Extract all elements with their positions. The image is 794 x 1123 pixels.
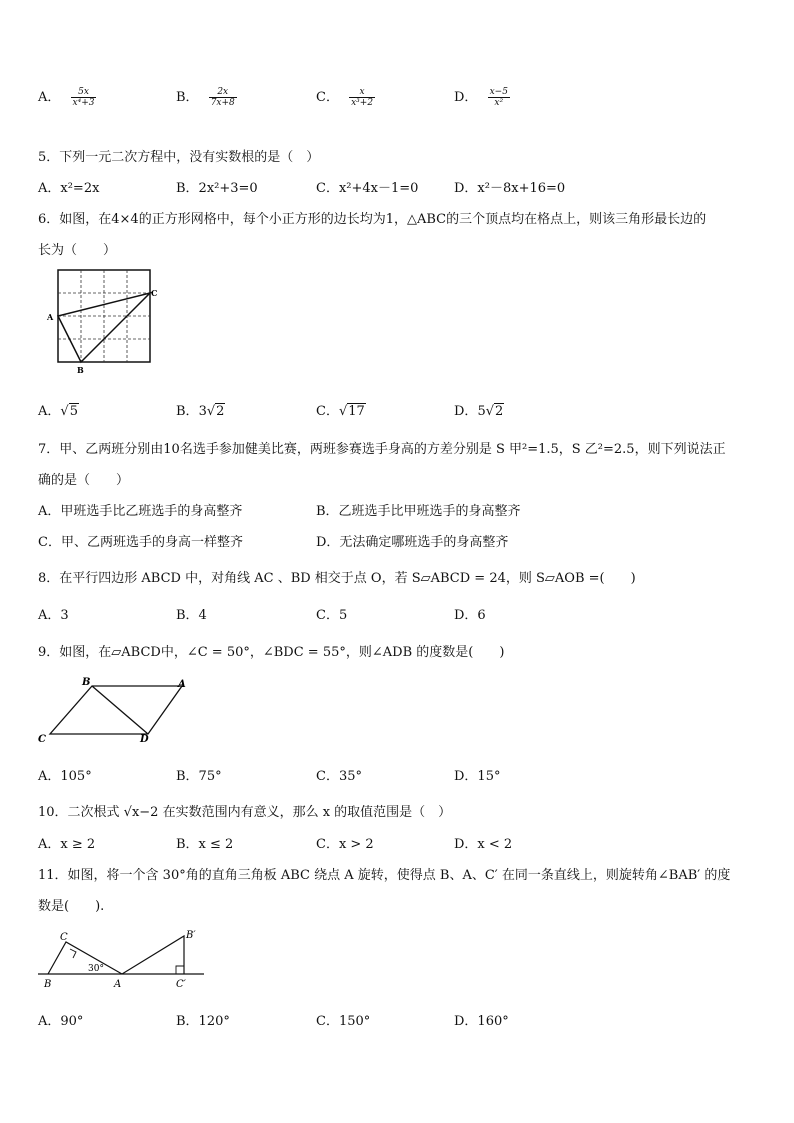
q11-label-c: C [60,932,68,943]
q9-label-d: D [140,734,149,745]
q7-option-d: D．无法确定哪班选手的身高整齐 [316,535,509,550]
q9-label-b: B [82,677,91,688]
q11-triangle-ab-c-prime [122,936,184,974]
q5-option-b: B．2x²+3=0 [176,181,258,196]
q6-stem-line2: 长为（ ） [38,243,117,258]
q6-option-b: B．3√2 [176,404,225,419]
q4-option-c: C． $\frac{x}{\text{x³+2}}$ [316,87,374,108]
q7-option-c: C．甲、乙两班选手的身高一样整齐 [38,535,243,550]
sqrt-icon: √ [485,404,495,419]
q7-option-b: B．乙班选手比甲班选手的身高整齐 [316,504,521,519]
q9-stem: 9．如图，在▱ABCD中，∠C = 50°，∠BDC = 55°，则∠ADB 的度数是( ) [38,645,505,660]
q11-label-angle: 30° [88,964,104,974]
q4-option-d: D． $\frac{x-5}{\text{x²}}$ [454,87,508,108]
q5-option-d: D．x²－8x+16=0 [454,181,566,196]
q5-option-c: C．x²+4x－1=0 [316,181,419,196]
sqrt-icon: √ [206,404,216,419]
q11-option-b: B．120° [176,1014,230,1029]
q11-option-c: C．150° [316,1014,371,1029]
q9-label-a: A [178,679,186,690]
q9-parallelogram-abcd [50,686,182,734]
q6-grid-figure [44,266,156,378]
q6-label-c: C [151,288,158,298]
q6-option-d: D．5√2 [454,404,504,419]
q11-stem-line2: 数是( ). [38,899,105,914]
q6-option-c: C．√17 [316,404,365,419]
q11-stem-line1: 11．如图，将一个含 30°角的直角三角板 ABC 绕点 A 旋转，使得点 B、A、C′ 在同一条直线上，则旋转角∠BAB′ 的度 [38,868,731,883]
q5-option-a: A．x²=2x [38,181,100,196]
q9-label-c: C [38,734,46,745]
q10-option-a: A．x ≥ 2 [38,837,96,852]
q6-grid-lines [58,270,150,362]
q6-option-a: A．√5 [38,404,78,419]
q9-option-b: B．75° [176,769,222,784]
q11-right-angle-c-prime [176,966,184,974]
q11-label-b: B [44,979,52,990]
q11-label-b-prime: B′ [186,930,196,941]
q11-label-a: A [114,979,122,990]
q7-stem-line2: 确的是（ ） [38,473,130,488]
q8-option-c: C．5 [316,608,348,623]
q11-label-c-prime: C′ [176,979,186,990]
q4-option-a: A． $\frac{5x}{\text{x⁴+3}}$ [38,87,95,108]
q9-diagonal-bd [92,686,148,734]
q7-stem-line1: 7．甲、乙两班分别由10名选手参加健美比赛，两班参赛选手身高的方差分别是 S 甲²=1.5，S 乙²=2.5，则下列说法正 [38,442,726,457]
sqrt-icon: √ [338,404,348,419]
q8-option-a: A．3 [38,608,69,623]
q5-stem: 5．下列一元二次方程中，没有实数根的是（ ） [38,150,320,165]
q6-stem-line1: 6．如图，在4×4的正方形网格中，每个小正方形的边长均为1，△ABC的三个顶点均在格点上，则该三角形最长边的 [38,212,707,227]
q6-label-a: A [47,312,54,322]
q8-option-d: D．6 [454,608,486,623]
q10-option-b: B．x ≤ 2 [176,837,234,852]
q11-option-a: A．90° [38,1014,84,1029]
q6-label-b: B [77,365,84,375]
q11-option-d: D．160° [454,1014,509,1029]
q9-option-a: A．105° [38,769,92,784]
q10-option-c: C．x > 2 [316,837,374,852]
q4-option-b: B． $\frac{2x}{7x+8}$ [176,87,235,108]
q8-option-b: B．4 [176,608,207,623]
q11-right-angle-c [70,949,76,958]
q10-stem: 10．二次根式 √x−2 在实数范围内有意义，那么 x 的取值范围是（ ） [38,805,452,820]
sqrt-icon: √ [60,404,69,419]
q7-option-a: A．甲班选手比乙班选手的身高整齐 [38,504,243,519]
q8-stem: 8．在平行四边形 ABCD 中，对角线 AC 、BD 相交于点 O，若 S▱ABCD = 24，则 S▱AOB =( ) [38,571,636,586]
q9-option-d: D．15° [454,769,501,784]
q9-option-c: C．35° [316,769,362,784]
q11-rotation-figure [36,924,210,992]
q10-option-d: D．x < 2 [454,837,513,852]
q11-triangle-abc [48,942,122,974]
q9-parallelogram-figure [36,674,196,746]
